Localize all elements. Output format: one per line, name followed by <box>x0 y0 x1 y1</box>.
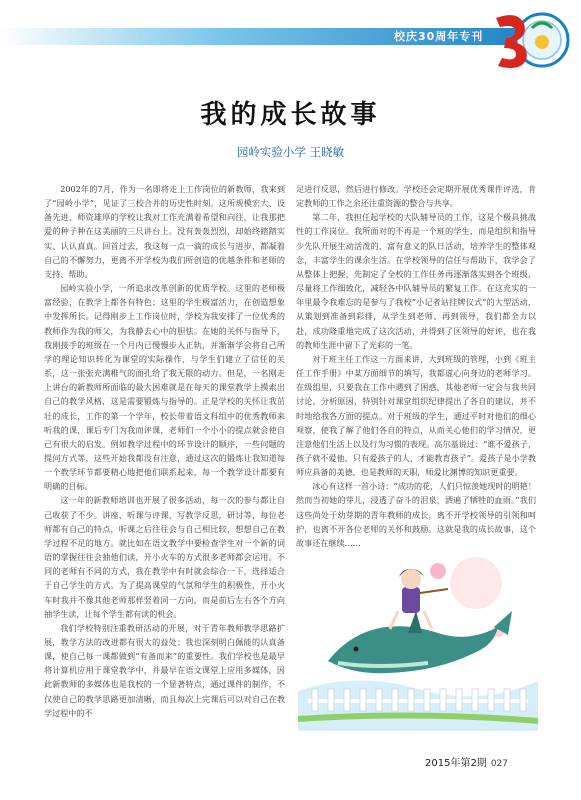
paragraph: 这一年的新教师培训也开展了很多活动，每一次的参与都让自己收获了不少。讲座、听课与评课、写教学反思，研讨等，每位老师都有自己的特点，听课之后往往会与自己相比较，想想自己在教学过程不足的地方。就比如在语文教学中要检查学生对一个新的词语的掌握往往会抽他们读，开小火车的方式很多老师都会运用。不同的老师有不同的方式，我在教学中有时就会综合一下，选择适合于自己学生的方式。为了提高课堂的气氛和学生的积极性，开小火车时我并不像其他老师那样竖着同一方向，而是前后左右各个方向抽学生读，让每个学生都有读的机会。 <box>44 495 285 619</box>
paragraph: 足进行反思，然后进行修改。学校还会定期开展优秀课件评选，肯定教师的工作之余还注重资源的整合与共享。 <box>296 184 536 209</box>
paragraph: 2002年的7月，作为一名即将走上工作岗位的新教师，我来到了“园岭小学”，见证了三校合并的历史性时刻。这所规模宏大、设备先进、师资雄厚的学校让我对工作充满着希望和向往，让我那把爱的种子种在这美丽的三尺讲台上。没有轰轰烈烈，却始终踏踏实实、认认真真。回首过去，我这每一点一滴的成长与进步，都凝着自己的不懈努力，更离不开学校为我们所创造的优越条件和老师的支持、帮助。 <box>44 184 285 279</box>
paragraph: 我们学校特别注重教研活动的开展，对于青年教师教学思路扩展，教学方法的改进都有很大的益处；我也深刻明白佩能的认真备课，使自己每一课都做到“有备而来”的重要性。我们学校也是最早将计算机应用于课堂教学中，并最早在语文课堂上应用多媒体，因此新教师的多媒体也是我校的一个显著特点，通过课件的制作，不仅使自己的教学思路更加清晰，而且每次上完课后可以对自己在教学过程中的不 <box>44 622 285 718</box>
left-column <box>44 182 285 720</box>
issue-label: 2015年第2期 <box>425 758 487 769</box>
school-anniversary-logo <box>488 6 576 74</box>
page-footer <box>425 754 508 769</box>
article-title: 我的成长故事 <box>200 100 381 130</box>
paragraph: 园岭实验小学，一所追求改革创新的优质学校。这里的老师极富经验，在教学上都各有特色；这里的学生极富活力，在创造想象中发挥所长。记得刚步上工作岗位时，学校为我安排了一位优秀的教师作为我的师父，为我静去心中的胆怯。在她的关怀与指导下，我刚接手的班级在一个月内已慢慢步入正轨，并渐渐学会将自己所学的理论知识转化为课堂的实际操作，与学生们建立了信任的关系，这一张张充满稚气的面孔给了我无限的动力。但是，一名刚走上讲台的新教师所面临的最大困难就是在每天的课堂教学上摸索出自己的教学风格，这是需要锻炼与指导的。正是学校的关怀让我茁壮的成长，工作的第一个学年，校长带着语文科组中的优秀教师来听我的课，课后专门为我而评课，老师们一个小小的提点就会使自己有很大的启发。例如教学过程中的环节设计的顺序，一些问题的提问方式等，这些开始我都没有注意，通过这次的锻炼让我知道每一个教学环节都要精心地把他们联系起来，每一个教学设计都要有明确的目标。 <box>44 283 285 492</box>
page-number: 027 <box>490 759 508 769</box>
header-banner-text: 校庆30周年专刊 <box>394 30 484 43</box>
paragraph: 冰心有这样一首小诗：“成功的花，人们只惊羡她现时的明艳！然而当初她的芽儿，浸透了奋斗的泪泉，洒遍了牺牲的血雨。”我们这些尚处于幼芽期的青年教师的成长，离不开学校领导的引领和呵护，也离不开各位老师的关怀和鼓励。这就是我的成长故事，这个故事还在继续…… <box>296 481 536 548</box>
right-column <box>296 182 536 550</box>
paragraph: 第二年，我担任起学校的大队辅导员的工作，这是个极具挑战性的工作岗位。我所面对的不再是一个班的学生，而是组织和指导少先队开展生动活泼的、富有意义的队日活动，培养学生的整体观念，丰富学生的课余生活。在学校领导的信任与帮助下，我学会了从整体上把握，先制定了全校的工作任务再逐渐落实到各个班级，尽量将工作细致化，减轻各中队辅导员的繁复工作。在这充实的一年里最令我难忘的是参与了我校“小记者站挂牌仪式”的大型活动，从策划到准备到彩排，从学生到老师、再到领导，我们都全力以赴，成功隆重地完成了这次活动，并得到了区领导的好评，也在我的教师生涯中留下了光彩的一笔。 <box>296 212 536 350</box>
paragraph: 对于班主任工作这一方面来讲，大到班级的管理，小到《班主任工作手册》中某方面细节的填写，我都虚心向身边的老师学习。在级组里，只要我在工作中遇到了困惑，其他老师一定会与我共同讨论，分析原因，特别针对课堂组织纪律提出了各自的建议，并不时地给我各方面的提点。对于班级的学生，通过平时对他们的细心观察，使我了解了他们各自的特点，从而关心他们的学习情况，更注意他们生活上以及行为习惯的表现。高尔基说过：“谁不爱孩子，孩子就不爱他，只有爱孩子的人，才能教育孩子”。爱孩子是小学教师应具备的美德，也是教师的天职，师爱比渊博的知识更重要。 <box>296 353 536 478</box>
article-author: 园岭实验小学 王晓敏 <box>236 145 345 159</box>
whale-girl-illustration <box>298 541 538 731</box>
